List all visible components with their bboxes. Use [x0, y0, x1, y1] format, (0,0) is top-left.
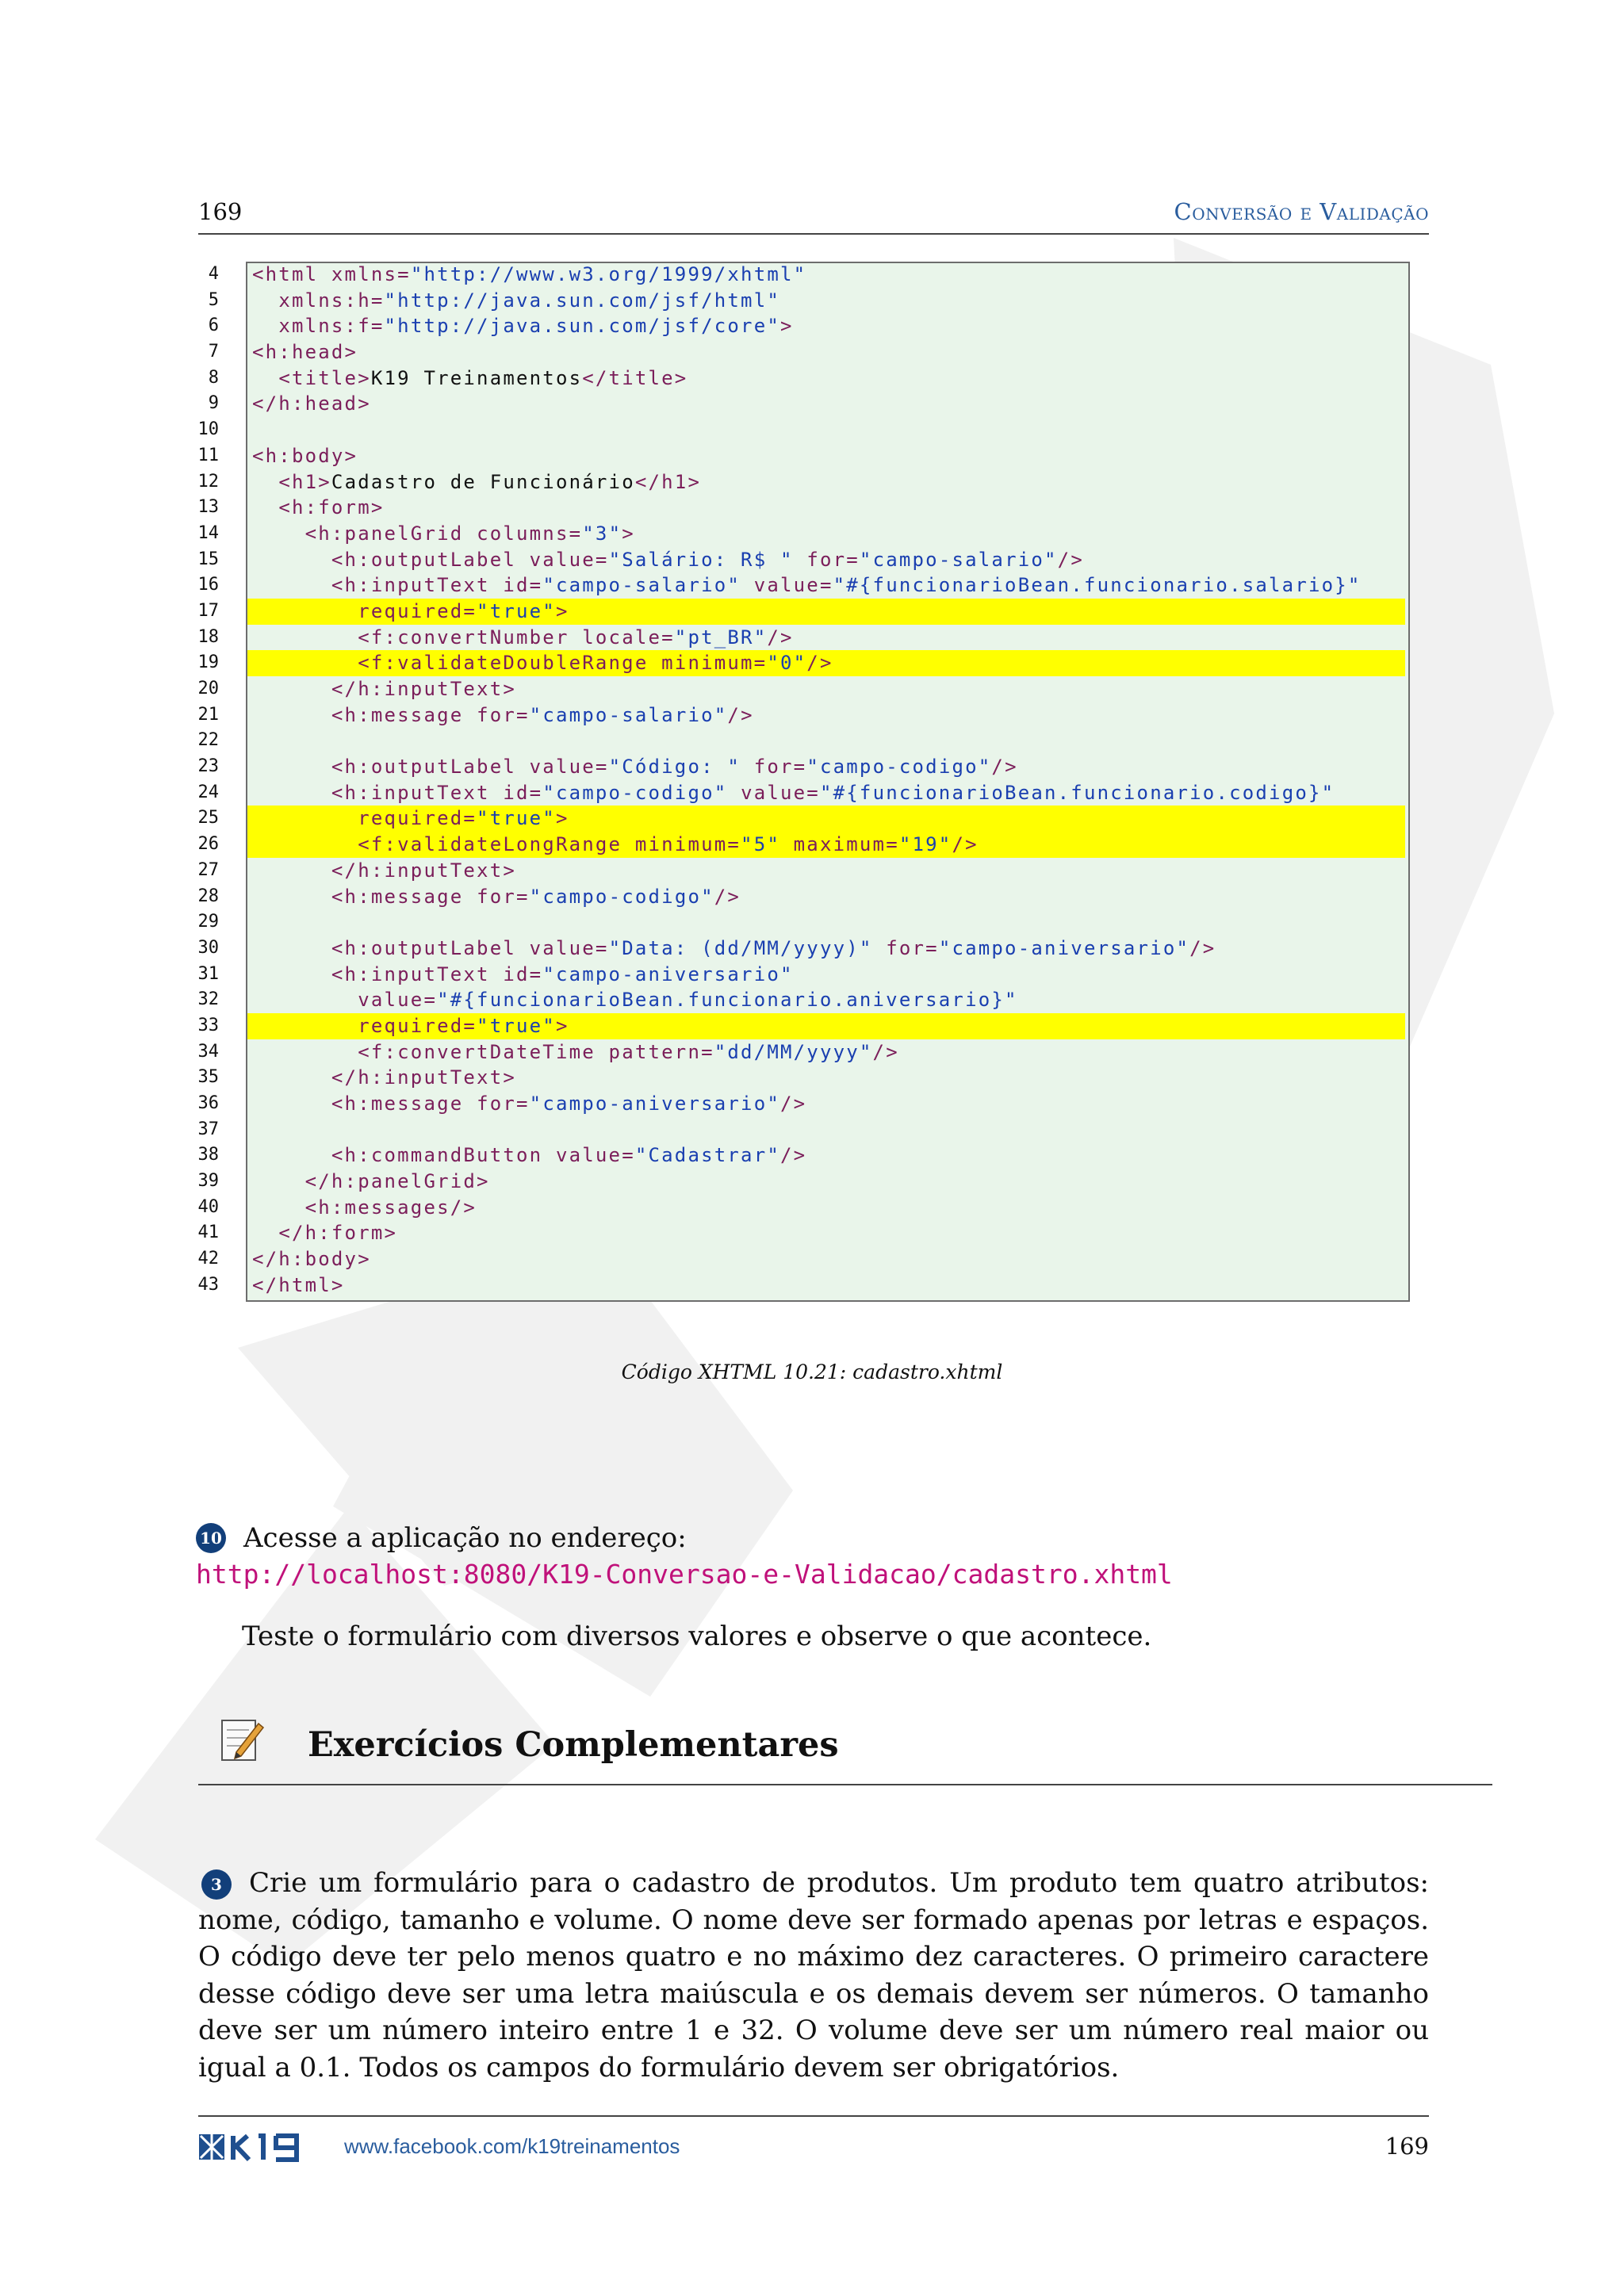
code-token: <h:message	[331, 703, 477, 726]
note-pencil-icon	[219, 1716, 266, 1765]
code-token: "http://java.sun.com/jsf/core"	[384, 315, 780, 338]
code-token: for=	[886, 936, 939, 959]
code-token: />	[952, 833, 979, 856]
code-token: <h:message	[331, 1093, 477, 1115]
code-token: >	[555, 599, 569, 622]
code-token: </html>	[252, 1273, 345, 1296]
code-token: value=	[555, 1144, 635, 1167]
code-line	[247, 780, 1405, 806]
code-token: >	[555, 1014, 569, 1037]
code-token	[252, 652, 358, 674]
code-token: pattern=	[608, 1040, 714, 1063]
code-token: <h:inputText	[331, 574, 504, 597]
line-number: 21	[197, 704, 219, 725]
step-badge: 10	[196, 1523, 226, 1553]
line-number: 42	[197, 1249, 219, 1269]
exercise-badge: 3	[201, 1869, 232, 1900]
code-line-highlighted	[247, 1013, 1405, 1039]
line-numbers	[190, 262, 219, 1299]
code-token: "Salário: R$ "	[608, 548, 807, 571]
code-token: value=	[529, 936, 609, 959]
footer-page-number: 169	[1385, 2133, 1429, 2160]
facebook-link[interactable]: www.facebook.com/k19treinamentos	[344, 2134, 680, 2158]
code-line	[247, 469, 1405, 496]
code-token: <f:convertDateTime	[358, 1040, 609, 1063]
code-token	[252, 859, 331, 882]
line-number: 37	[197, 1119, 219, 1139]
code-token: >	[780, 315, 794, 338]
code-line	[247, 728, 1405, 754]
code-token: <h:inputText	[331, 781, 504, 804]
code-token: </h:head>	[252, 392, 371, 415]
code-line	[247, 572, 1405, 599]
code-token: />	[727, 703, 754, 726]
code-line	[247, 391, 1405, 417]
line-number: 18	[197, 626, 219, 647]
line-number: 14	[197, 522, 219, 543]
line-number: 32	[197, 989, 219, 1010]
code-line	[247, 1169, 1405, 1195]
code-line	[247, 443, 1405, 469]
code-token	[252, 782, 331, 804]
code-token	[252, 1222, 278, 1244]
code-token: for=	[477, 885, 530, 908]
code-line	[247, 1220, 1405, 1246]
code-token	[252, 1041, 358, 1063]
line-number: 13	[197, 497, 219, 518]
code-token	[252, 886, 331, 908]
code-token: value=	[753, 574, 833, 597]
code-token: "campo-salario"	[542, 574, 754, 597]
code-token: "true"	[477, 1014, 556, 1037]
exercise-3	[198, 1865, 1429, 2086]
line-number: 5	[208, 289, 219, 310]
code-token: "true"	[477, 807, 556, 830]
code-line	[247, 1195, 1405, 1221]
code-token: <h:form>	[278, 496, 385, 519]
code-token: "Código: "	[608, 756, 754, 779]
code-token: id=	[503, 781, 543, 804]
code-token: </h:body>	[252, 1248, 371, 1271]
page-header	[198, 197, 1429, 235]
code-line	[247, 1117, 1405, 1143]
code-token	[252, 471, 278, 493]
code-line	[247, 858, 1405, 884]
code-token: "http://www.w3.org/1999/xhtml"	[410, 263, 807, 285]
code-line-highlighted	[247, 650, 1405, 676]
code-token	[252, 704, 331, 726]
code-token: <title>	[278, 366, 371, 389]
code-line	[247, 1091, 1405, 1117]
code-token: value=	[358, 989, 438, 1012]
code-line	[247, 936, 1405, 962]
code-token: />	[780, 1093, 807, 1115]
code-line	[247, 1039, 1405, 1066]
line-number: 22	[197, 730, 219, 751]
line-number: 7	[208, 342, 219, 362]
code-line	[247, 547, 1405, 573]
line-number: 35	[197, 1067, 219, 1088]
code-token: xmlns:f=	[278, 315, 385, 338]
line-number: 15	[197, 549, 219, 569]
code-token: "5"	[741, 833, 794, 856]
code-token: </h:inputText>	[331, 859, 516, 882]
code-line	[247, 339, 1405, 365]
code-token: <h:head>	[252, 341, 358, 364]
code-token: </h:inputText>	[331, 678, 516, 700]
line-number: 24	[197, 782, 219, 802]
code-token: "19"	[898, 833, 952, 856]
code-token	[252, 1196, 305, 1219]
k19-logo	[198, 2131, 319, 2163]
code-token	[252, 678, 331, 700]
line-number: 33	[197, 1015, 219, 1035]
code-token: >	[555, 807, 569, 830]
code-token: "#{funcionarioBean.funcionario.codigo}"	[819, 781, 1335, 804]
code-token: "campo-codigo"	[806, 756, 992, 779]
code-token: <h:outputLabel	[331, 936, 530, 959]
code-line	[247, 262, 1405, 288]
line-number: 41	[197, 1223, 219, 1243]
code-token	[252, 989, 358, 1011]
line-number: 20	[197, 679, 219, 698]
code-token: for=	[477, 1093, 530, 1115]
code-token: <h:messages/>	[304, 1196, 477, 1219]
listing-caption: Código XHTML 10.21: cadastro.xhtml	[621, 1360, 1003, 1383]
code-token: Cadastro de Funcionário	[331, 470, 635, 493]
code-token	[252, 626, 358, 649]
code-token: />	[1057, 548, 1084, 571]
code-token	[252, 1066, 331, 1089]
code-token: />	[780, 1144, 807, 1167]
code-token	[252, 807, 358, 829]
code-token: "campo-aniversario"	[938, 936, 1190, 959]
code-line	[247, 962, 1405, 988]
code-token	[252, 1093, 331, 1115]
test-instruction: Teste o formulário com diversos valores e observe o que acontece.	[242, 1621, 1152, 1652]
code-token: />	[991, 756, 1018, 779]
line-number: 28	[197, 886, 219, 906]
code-token	[252, 756, 331, 778]
code-token	[252, 549, 331, 571]
step-10	[196, 1521, 687, 1554]
code-token: locale=	[582, 626, 675, 649]
code-token: <h:outputLabel	[331, 548, 530, 571]
code-token: "3"	[582, 522, 622, 545]
code-token: "campo-codigo"	[529, 885, 714, 908]
line-number: 8	[208, 367, 219, 388]
line-number: 25	[197, 808, 219, 828]
code-token: <h:inputText	[331, 962, 504, 985]
code-token: required=	[358, 1014, 477, 1037]
code-token: </h:inputText>	[331, 1066, 516, 1089]
code-token	[252, 963, 331, 985]
line-number: 43	[197, 1274, 219, 1295]
code-line	[247, 754, 1405, 780]
section-title: Exercícios Complementares	[308, 1725, 839, 1765]
code-token	[252, 833, 358, 855]
code-token	[252, 574, 331, 596]
code-token: </h1>	[634, 470, 702, 493]
code-token: for=	[806, 548, 860, 571]
code-token: <html	[252, 263, 331, 285]
code-line	[247, 313, 1405, 339]
code-token: xmlns:h=	[278, 289, 385, 312]
code-token: "campo-aniversario"	[529, 1093, 781, 1115]
code-token: "#{funcionarioBean.funcionario.salario}"	[833, 574, 1362, 597]
line-number: 12	[197, 471, 219, 492]
code-line	[247, 288, 1405, 314]
code-token	[252, 1015, 358, 1037]
code-token: id=	[503, 962, 543, 985]
code-line	[247, 676, 1405, 702]
code-token: <f:validateDoubleRange	[358, 652, 662, 675]
line-number: 26	[197, 834, 219, 855]
code-token: required=	[358, 599, 477, 622]
header-page-number: 169	[198, 198, 243, 225]
code-line	[247, 1246, 1405, 1272]
code-token: minimum=	[661, 652, 768, 675]
line-number: 19	[197, 652, 219, 673]
code-line	[247, 987, 1405, 1013]
line-number: 36	[197, 1093, 219, 1113]
code-token: "0"	[767, 652, 807, 675]
code-token: "dd/MM/yyyy"	[714, 1040, 873, 1063]
code-line	[247, 1065, 1405, 1091]
code-token: />	[872, 1040, 899, 1063]
line-number: 4	[208, 264, 219, 284]
code-token: "true"	[477, 599, 556, 622]
line-number: 31	[197, 963, 219, 984]
line-number: 39	[197, 1171, 219, 1192]
code-token: </h:panelGrid>	[304, 1170, 490, 1193]
code-token: <f:validateLongRange	[358, 833, 635, 856]
page-footer	[198, 2115, 1429, 2164]
code-token	[252, 1170, 305, 1192]
code-token: K19 Treinamentos	[370, 366, 583, 389]
line-number: 23	[197, 756, 219, 777]
code-line	[247, 884, 1405, 910]
code-line	[247, 521, 1405, 547]
code-token	[252, 367, 278, 389]
chapter-title: Conversão e Validação	[1174, 198, 1429, 225]
code-line	[247, 625, 1405, 651]
code-token: <h:panelGrid	[304, 522, 477, 545]
code-line	[247, 1142, 1405, 1169]
code-token: for=	[477, 703, 530, 726]
code-token: "campo-aniversario"	[542, 962, 794, 985]
code-token: "Cadastrar"	[634, 1144, 781, 1167]
code-token: "campo-salario"	[529, 703, 728, 726]
app-url-link[interactable]: http://localhost:8080/K19-Conversao-e-Validacao/cadastro.xhtml	[196, 1559, 1173, 1590]
code-token	[252, 289, 278, 312]
code-line	[247, 909, 1405, 936]
code-token: />	[767, 626, 794, 649]
code-line	[247, 365, 1405, 392]
code-line	[247, 702, 1405, 729]
code-listing	[247, 262, 1405, 1299]
code-token: </title>	[582, 366, 688, 389]
step-10-text: Acesse a aplicação no endereço:	[243, 1522, 687, 1554]
code-line-highlighted	[247, 832, 1405, 858]
code-line-highlighted	[247, 599, 1405, 625]
code-token: maximum=	[793, 833, 899, 856]
code-token: <f:convertNumber	[358, 626, 583, 649]
code-line	[247, 1272, 1405, 1299]
code-token: value=	[741, 781, 820, 804]
code-token: "#{funcionarioBean.funcionario.aniversario}"	[437, 989, 1018, 1012]
code-token	[252, 522, 305, 545]
line-number: 30	[197, 937, 219, 958]
code-token: value=	[529, 756, 609, 779]
line-number: 17	[197, 600, 219, 621]
code-token: <h:outputLabel	[331, 756, 530, 779]
code-token: </h:form>	[278, 1222, 398, 1245]
code-token: "pt_BR"	[674, 626, 768, 649]
code-token	[252, 496, 278, 519]
code-token	[252, 315, 278, 337]
code-line	[247, 495, 1405, 521]
code-token: />	[806, 652, 833, 675]
code-token: "http://java.sun.com/jsf/html"	[384, 289, 780, 312]
code-token: <h:body>	[252, 444, 358, 467]
exercise-3-text: Crie um formulário para o cadastro de produtos. Um produto tem quatro atributos: nome, código, tamanho e volume. O nome deve ser formado apenas por letras e espaços. O código deve ter pelo menos quatro e no máximo dez caracteres. O primeiro caractere desse código deve ser uma letra maiúscula e os demais devem ser números. O tamanho deve ser um número inteiro entre 1 e 32. O volume deve ser um número real maior ou igual a 0.1. Todos os campos do formulário devem ser obrigatórios.	[198, 1867, 1429, 2084]
code-token: />	[714, 885, 741, 908]
code-token: id=	[503, 574, 543, 597]
line-number: 11	[197, 445, 219, 465]
code-token: minimum=	[634, 833, 741, 856]
code-token: value=	[529, 548, 609, 571]
line-number: 29	[197, 912, 219, 932]
code-token: />	[1189, 936, 1216, 959]
line-number: 38	[197, 1145, 219, 1165]
code-line	[247, 417, 1405, 443]
section-heading	[198, 1705, 1492, 1785]
code-token: "campo-salario"	[859, 548, 1058, 571]
line-number: 34	[197, 1041, 219, 1062]
code-line-highlighted	[247, 806, 1405, 832]
code-token: <h:commandButton	[331, 1144, 556, 1167]
line-number: 6	[208, 316, 219, 336]
code-token: required=	[358, 807, 477, 830]
code-token: <h:message	[331, 885, 477, 908]
code-token: "campo-codigo"	[542, 781, 741, 804]
line-number: 16	[197, 575, 219, 595]
code-token: xmlns=	[331, 263, 411, 285]
line-number: 9	[208, 393, 219, 414]
code-token	[252, 600, 358, 622]
code-token: for=	[753, 756, 807, 779]
code-token	[252, 1144, 331, 1166]
line-number: 40	[197, 1196, 219, 1217]
line-number: 10	[197, 419, 219, 440]
code-token: <h1>	[278, 470, 331, 493]
code-token: >	[622, 522, 635, 545]
code-token: columns=	[477, 522, 583, 545]
line-number: 27	[197, 859, 219, 880]
code-token: "Data: (dd/MM/yyyy)"	[608, 936, 887, 959]
code-token	[252, 937, 331, 959]
